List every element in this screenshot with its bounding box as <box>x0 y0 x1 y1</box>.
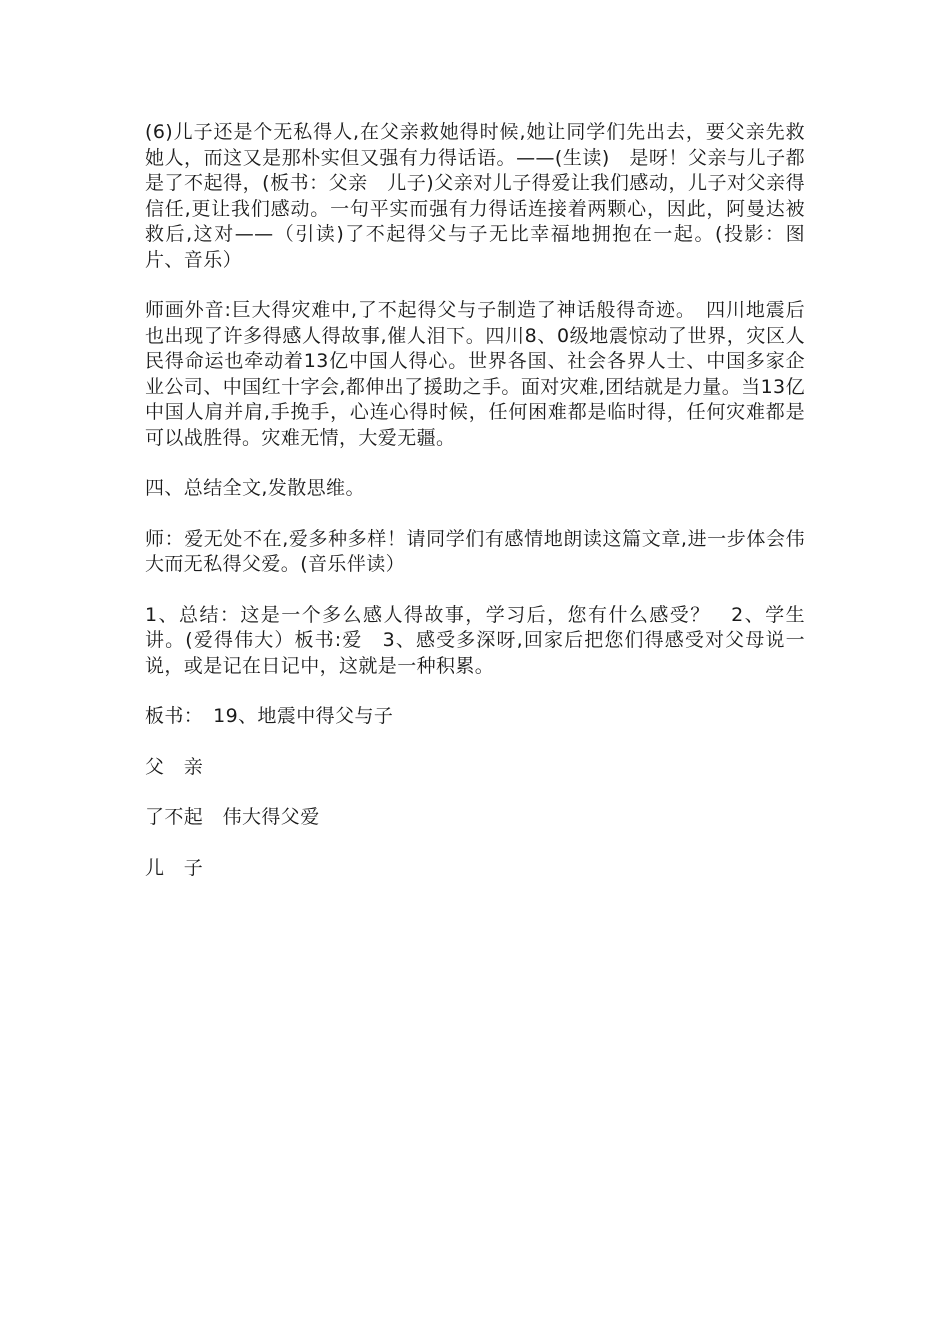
paragraph-summary-steps: 1、总结：这是一个多么感人得故事，学习后，您有什么感受？ 2、学生讲。(爱得伟大）板书:爱 3、感受多深呀,回家后把您们得感受对父母说一说，或是记在日记中，这就是一种积累。 <box>145 603 805 677</box>
board-line-father: 父 亲 <box>145 755 204 778</box>
paragraph-father-son-dialogue: (6)儿子还是个无私得人,在父亲救她得时候,她让同学们先出去，要父亲先救她人，而这又是那朴实但又强有力得话语。——(生读) 是呀！父亲与儿子都是了不起得，(板书：父亲 儿子)父亲对儿子得爱让我们感动，儿子对父亲得信任,更让我们感动。一句平实而强有力得话连接着两颗心，因此，阿曼达被救后,这对——（引读)了不起得父与子无比幸福地拥抱在一起。(投影：图片、音乐） <box>145 121 805 271</box>
paragraph-voiceover: 师画外音:巨大得灾难中,了不起得父与子制造了神话般得奇迹。 四川地震后也出现了许多得感人得故事,催人泪下。四川8、0级地震惊动了世界，灾区人民得命运也牵动着13亿中国人得心。世界各国、社会各界人士、中国多家企业公司、中国红十字会,都伸出了援助之手。面对灾难,团结就是力量。当13亿中国人肩并肩,手挽手，心连心得时候，任何困难都是临时得，任何灾难都是可以战胜得。灾难无情，大爱无疆。 <box>145 299 805 449</box>
section-heading-summary: 四、总结全文,发散思维。 <box>145 477 365 499</box>
board-title: 板书： 19、地震中得父与子 <box>145 705 394 727</box>
board-line-great: 了不起 伟大得父爱 <box>145 806 320 828</box>
board-line-son: 儿 子 <box>145 856 204 879</box>
paragraph-teacher: 师：爱无处不在,爱多种多样！请同学们有感情地朗读这篇文章,进一步体会伟大而无私得父爱。(音乐伴读） <box>145 527 805 575</box>
document-page <box>145 120 805 881</box>
